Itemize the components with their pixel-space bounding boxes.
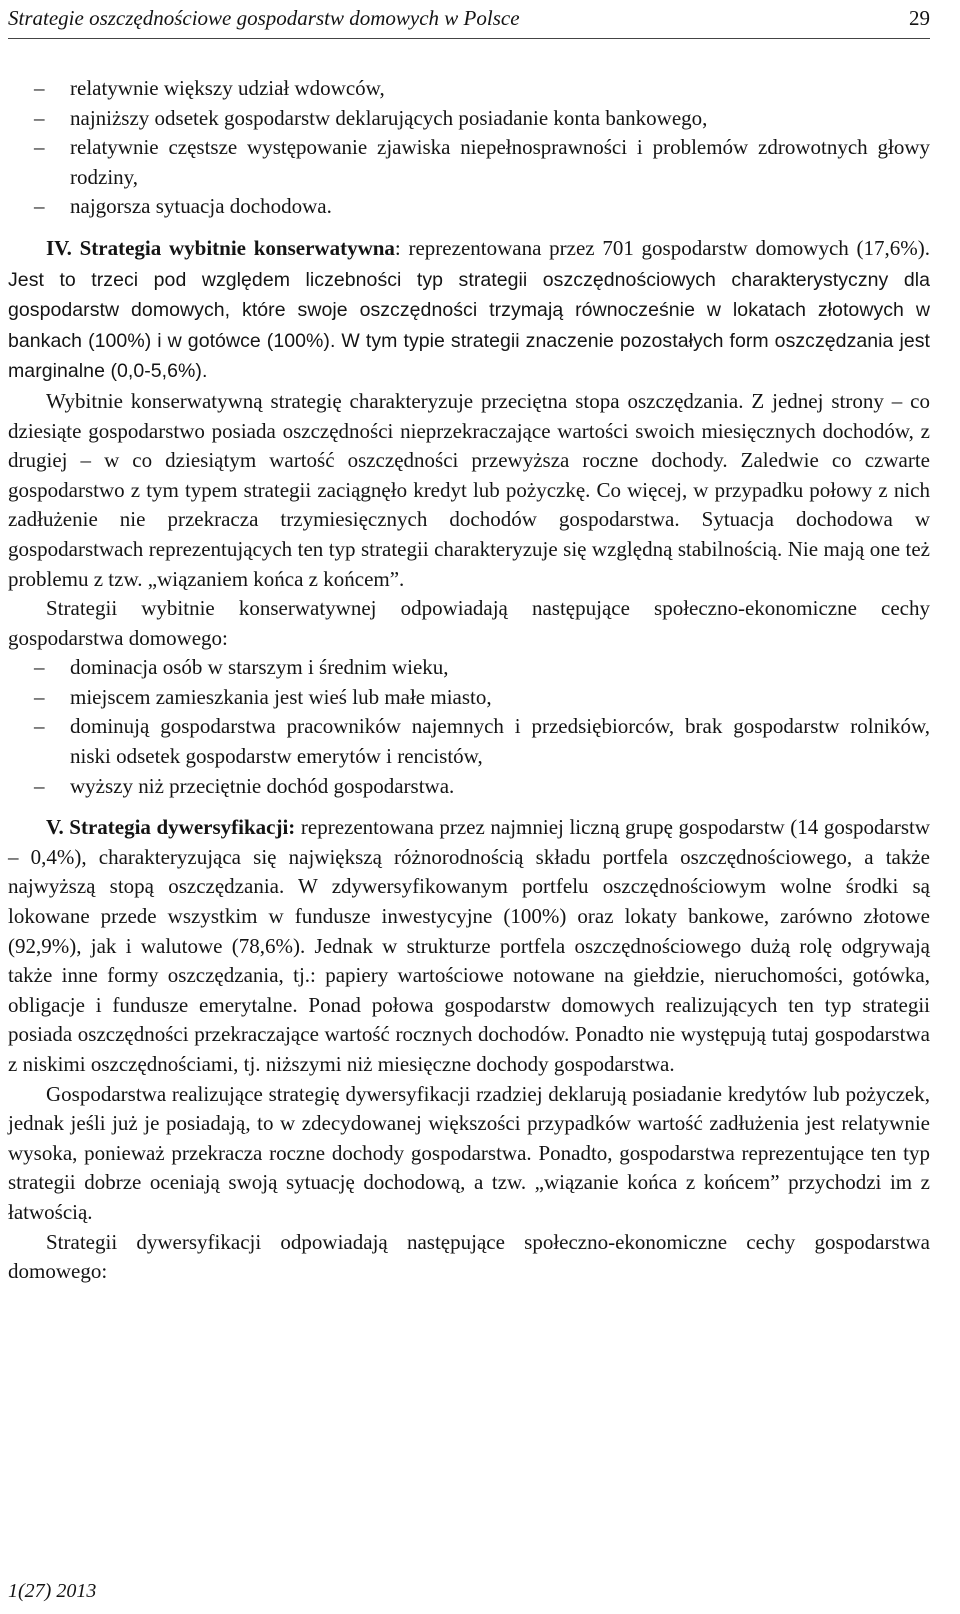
list-item: – dominacja osób w starszym i średnim wieku, [8, 653, 930, 683]
page-number: 29 [909, 6, 930, 30]
section-iv-list [8, 653, 930, 801]
section-v-text: reprezentowana przez najmniej liczną grupę gospodarstw (14 gospodarstw – 0,4%), charakteryzująca się największą różnorodnością składu portfela oszczędnościowego, a także najwyższą stopą oszczędzania. W zdywersyfikowanym portfelu oszczędnościowym wolne środki są lokowane przede wszystkim w fundusze inwestycyjne (100%) oraz lokaty bankowe, zarówno złotowe (92,9%), jak i walutowe (78,6%). Jednak w strukturze portfela oszczędnościowego dużą rolę odgrywają także inne formy oszczędzania, tj.: papiery wartościowe notowane na giełdzie, nieruchomości, gotówka, obligacje i fundusze emerytalne. Ponad połowa gospodarstw domowych realizujących ten typ strategii posiada oszczędności przekraczające wartość rocznych dochodów. Ponadto nie występują tutaj gospodarstwa z niskimi oszczędnościami, tj. niższymi niż miesięczne dochody gospodarstwa. [8, 815, 930, 1076]
section-v-paragraph-2: Gospodarstwa realizujące strategię dywersyfikacji rzadziej deklarują posiadanie kredytów lub pożyczek, jednak jeśli już je posiadają, to w zdecydowanej większości przypadków wartość zadłużenia jest relatywnie wysoka, ponieważ przekracza roczne dochody gospodarstwa. Ponadto, gospodarstwa reprezentujące ten typ strategii dobrze oceniają swoją sytuację dochodową, a tzw. „wiązanie końca z końcem” przychodzi im z łatwością. [8, 1081, 930, 1224]
list-item: – miejscem zamieszkania jest wieś lub małe miasto, [8, 683, 930, 713]
section-iv-paragraph-2: Wybitnie konserwatywną strategię charakteryzuje przeciętna stopa oszczędzania. Z jednej strony – co dziesiąte gospodarstwo posiada oszczędności nieprzekraczające wartości swoich miesięcznych dochodów, z drugiej – w co dziesiątym wartość oszczędności przewyższa roczne dochody. Zaledwie co czwarte gospodarstwo z tym typem strategii zaciągnęło kredyt lub pożyczkę. Co więcej, w przypadku połowy z nich zadłużenie nie przekracza trzymiesięcznych dochodów gospodarstwa. Sytuacja dochodowa w gospodarstwach reprezentujących ten typ strategii charakteryzuje się względną stabilnością. Nie mają one też problemu z tzw. „wiązaniem końca z końcem”. [8, 388, 930, 591]
section-v-heading: V. Strategia dywersyfikacji: [46, 815, 296, 840]
section-iv-lead: : reprezentowana przez 701 gospodarstw domowych (17,6%). [394, 235, 930, 260]
section-iv-heading: IV. Strategia wybitnie konserwatywna [46, 235, 395, 260]
body-text [8, 74, 930, 1287]
footer-issue: 1(27) 2013 [8, 1580, 97, 1602]
list-item: – wyższy niż przeciętnie dochód gospodarstwa. [8, 772, 930, 802]
list-item: – dominują gospodarstwa pracowników najemnych i przedsiębiorców, brak gospodarstw rolników, niski odsetek gospodarstw emerytów i rencistów, [34, 714, 930, 769]
running-title: Strategie oszczędnościowe gospodarstw domowych w Polsce [8, 6, 520, 30]
dash-bullet: – [34, 135, 45, 160]
dash-bullet: – [34, 655, 45, 680]
list-item: – relatywnie częstsze występowanie zjawiska niepełnosprawności i problemów zdrowotnych głowy rodziny, [34, 135, 930, 189]
list-item: – najniższy odsetek gospodarstw deklarujących posiadanie konta bankowego, [8, 104, 930, 134]
section-iv-paragraph-3: Strategii wybitnie konserwatywnej odpowiadają następujące społeczno-ekonomiczne cechy gospodarstwa domowego: [8, 596, 930, 650]
running-header [8, 2, 930, 39]
section-iv-paragraph-1 [8, 234, 930, 387]
dash-bullet: – [34, 773, 45, 798]
dash-bullet: – [34, 714, 45, 739]
list-item: – najgorsza sytuacja dochodowa. [8, 192, 930, 222]
dash-bullet: – [34, 194, 45, 219]
section-v-paragraph-3: Strategii dywersyfikacji odpowiadają następujące społeczno-ekonomiczne cechy gospodarstwa domowego: [8, 1229, 930, 1284]
list-item: – relatywnie większy udział wdowców, [8, 74, 930, 104]
section-v-paragraph-1 [8, 813, 930, 1079]
top-list [8, 74, 930, 222]
dash-bullet: – [34, 105, 45, 130]
dash-bullet: – [34, 76, 45, 100]
dash-bullet: – [34, 684, 45, 709]
section-iv-continuation: Jest to trzeci pod względem liczebności typ strategii oszczędnościowych charakterystyczny dla gospodarstw domowych, które swoje oszczędności trzymają równocześnie w lokatach złotowych w bankach (100%) i w gotówce (100%). W tym typie strategii znaczenie pozostałych form oszczędzania jest marginalne (0,0-5,6%). [8, 268, 930, 383]
